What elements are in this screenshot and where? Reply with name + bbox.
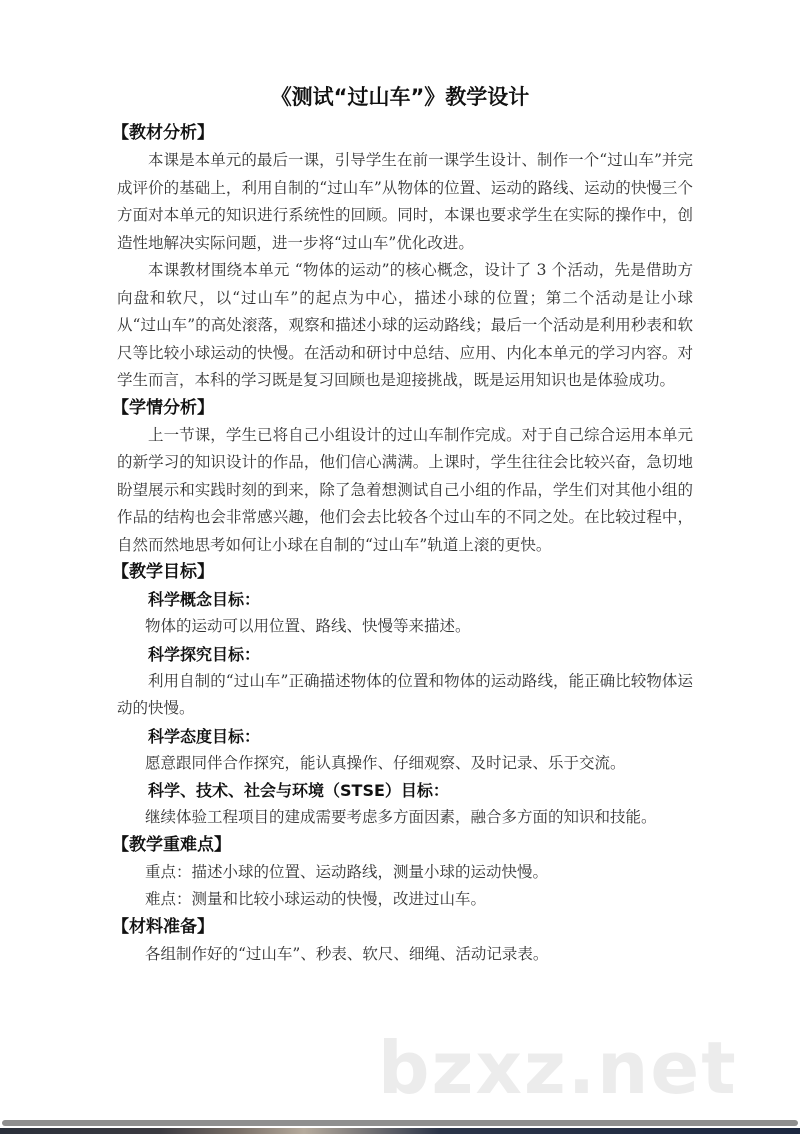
paragraph-material-1: 本课是本单元的最后一课，引导学生在前一课学生设计、制作一个“过山车”并完成评价的基础上，利用自制的“过山车”从物体的位置、运动的路线、运动的快慢三个方面对本单元的知识进行系统性的回顾。同时，本课也要求学生在实际的操作中，创造性地解决实际问题，进一步将“过山车”优化改进。: [117, 151, 693, 252]
paragraph-material-2: 本课教材围绕本单元 “物体的运动”的核心概念，设计了 3 个活动，先是借助方向盘和软尺，以“过山车”的起点为中心，描述小球的位置；第二个活动是让小球从“过山车”的高处滚落，观察和描述小球的运动路线；最后一个活动是利用秒表和软尺等比较小球运动的快慢。在活动和研讨中总结、应用、内化本单元的学习内容。对学生而言，本科的学习既是复习回顾也是迎接挑战，既是运用知识也是体验成功。: [117, 261, 693, 389]
stse-goal-text: 继续体验工程项目的建成需要考虑多方面因素，融合多方面的知识和技能。: [145, 808, 657, 826]
materials-prep-text: 各组制作好的“过山车”、秒表、软尺、细绳、活动记录表。: [145, 944, 549, 963]
document-title: 《测试“过山车”》教学设计: [270, 85, 530, 109]
horizontal-scrollbar[interactable]: [0, 1118, 800, 1128]
heading-key-points: 【教学重难点】: [112, 834, 231, 855]
heading-teaching-goals: 【教学目标】: [112, 562, 214, 582]
document-body: [112, 82, 696, 968]
difficult-point-text: 难点：测量和比较小球运动的快慢，改进过山车。: [145, 890, 487, 908]
heading-student-analysis: 【学情分析】: [112, 397, 214, 418]
concept-goal-text: 物体的运动可以用位置、路线、快慢等来描述。: [145, 617, 471, 635]
attitude-goal-text: 愿意跟同伴合作探究，能认真操作、仔细观察、及时记录、乐于交流。: [145, 753, 626, 772]
paragraph-students: 上一节课，学生已将自己小组设计的过山车制作完成。对于自己综合运用本单元的新学习的知识设计的作品，他们信心满满。上课时，学生往往会比较兴奋，急切地盼望展示和实践时刻的到来，除了急着想测试自己小组的作品，学生们对其他小组的作品的结构也会非常感兴趣，他们会去比较各个过山车的不同之处。在比较过程中，自然而然地思考如何让小球在自制的“过山车”轨道上滚的更快。: [117, 425, 693, 554]
inquiry-goal-title: 科学探究目标：: [148, 644, 261, 664]
heading-materials-prep: 【材料准备】: [112, 916, 214, 937]
inquiry-goal-text: 利用自制的“过山车”正确描述物体的位置和物体的运动路线，能正确比较物体运动的快慢。: [117, 671, 693, 717]
watermark: bzxz.net: [378, 1026, 738, 1110]
background-strip: [0, 1128, 800, 1134]
key-point-text: 重点：描述小球的位置、运动路线，测量小球的运动快慢。: [145, 862, 549, 881]
heading-material-analysis: 【教材分析】: [112, 123, 214, 143]
concept-goal-title: 科学概念目标：: [148, 590, 261, 609]
scrollbar-thumb[interactable]: [2, 1120, 798, 1126]
attitude-goal-title: 科学态度目标：: [148, 726, 261, 746]
stse-goal-title: 科学、技术、社会与环境（STSE）目标：: [148, 781, 449, 800]
